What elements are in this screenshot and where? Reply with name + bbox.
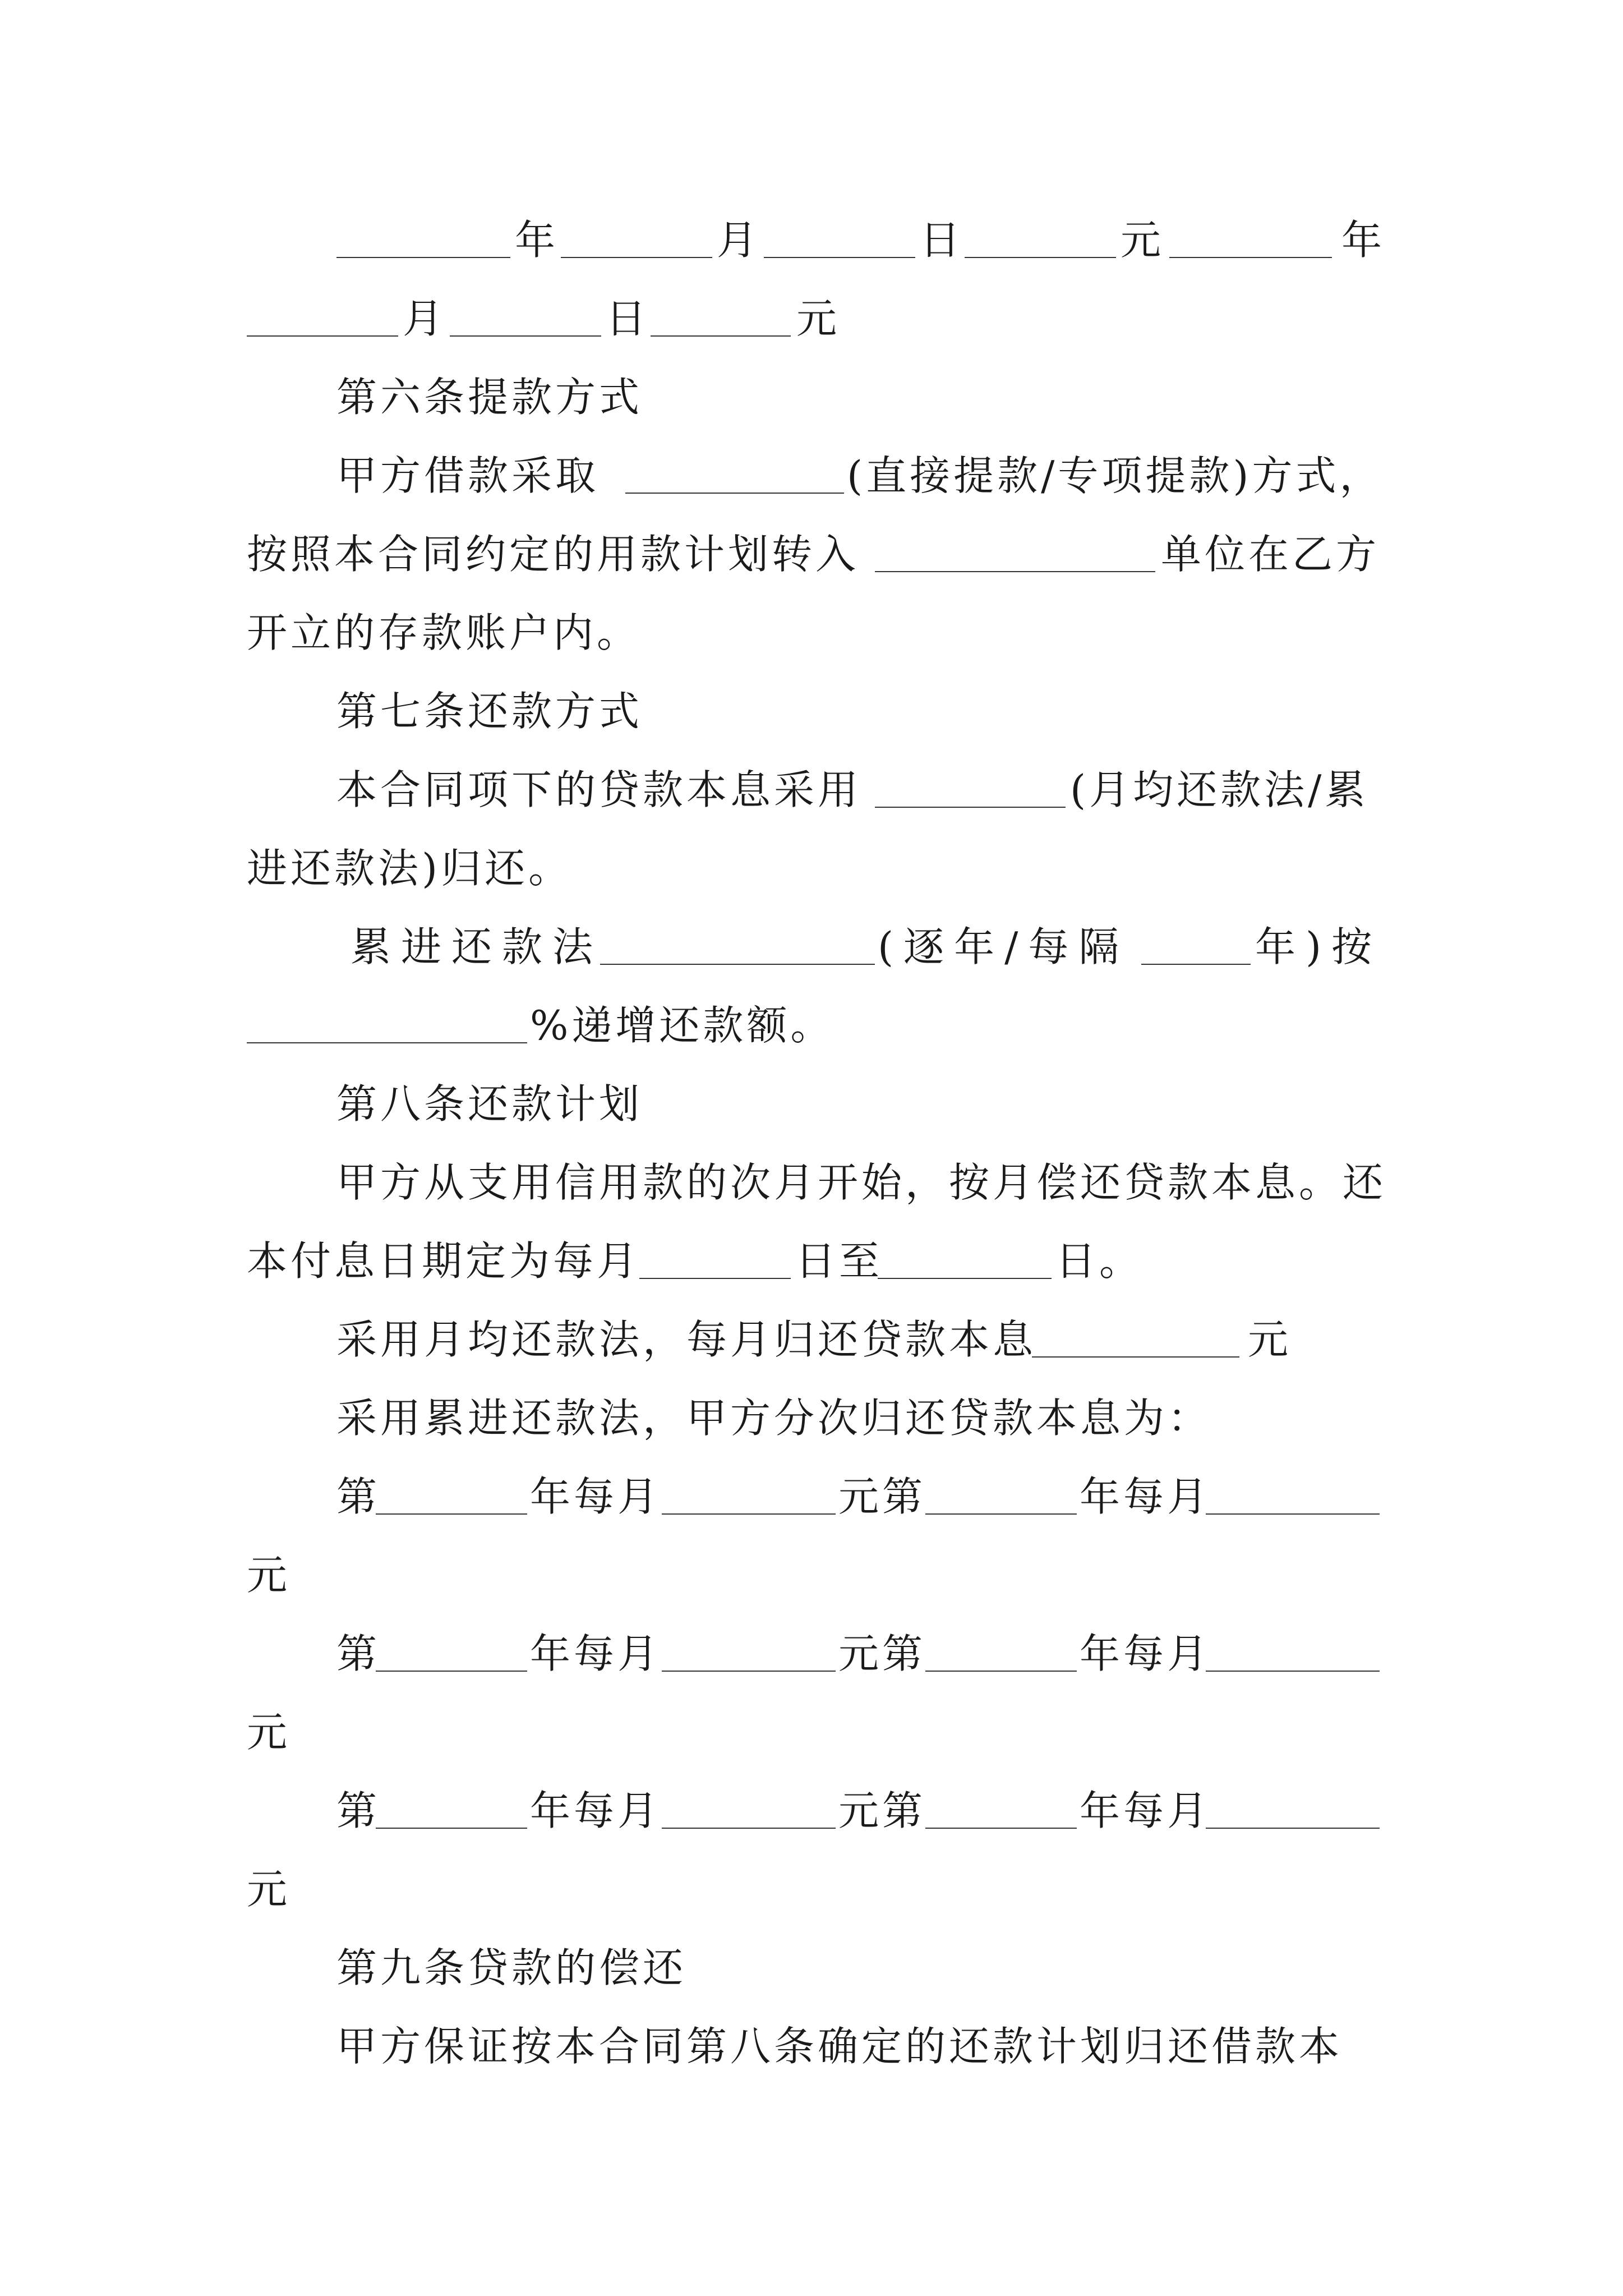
paragraph-line [0,1156,1623,1209]
paragraph-line [0,841,1623,895]
blank-field[interactable] [925,1627,1077,1672]
blank-field[interactable] [336,213,510,258]
blank-field[interactable] [1032,1313,1239,1358]
label-yuan: 元 [1121,217,1165,264]
blank-field[interactable] [662,1470,836,1515]
text-run: 日。 [1055,1237,1144,1285]
text-run: 元 [247,1709,291,1756]
text-run: (逐年/每隔 [878,923,1129,970]
text-run: (月均还款法/累 [1070,766,1369,813]
blank-field[interactable] [600,920,875,965]
paragraph-line [0,2019,1623,2073]
installment-row [0,1627,1623,1681]
blank-field[interactable] [561,213,712,258]
blank-field[interactable] [376,1627,527,1672]
text-run: 年每月 [530,1473,662,1520]
paragraph-line [0,1705,1623,1759]
blank-field[interactable] [651,292,791,337]
blank-field[interactable] [878,1234,1052,1279]
paragraph-line [0,920,1623,974]
blank-field[interactable] [247,292,398,337]
article-heading [0,1077,1623,1131]
paragraph-line [0,527,1623,581]
text-run: 甲方借款采取 [336,452,600,499]
heading-text: 第七条还款方式 [336,688,643,735]
text-run: 元第 [838,1630,926,1677]
text-run: 甲方保证按本合同第八条确定的还款计划归还借款本 [336,2023,1343,2070]
article-heading [0,370,1623,424]
text-run: 元第 [838,1787,926,1834]
paragraph-line [0,1391,1623,1445]
blank-field[interactable] [1206,1627,1380,1672]
schedule-row [0,292,1623,346]
paragraph-line [0,763,1623,817]
blank-field[interactable] [662,1784,836,1829]
text-run: 年每月 [530,1787,662,1834]
heading-text: 第八条还款计划 [336,1080,643,1128]
paragraph-line [0,606,1623,660]
schedule-row [0,213,1623,267]
paragraph-line [0,1313,1623,1366]
blank-field[interactable] [376,1784,527,1829]
article-heading [0,684,1623,738]
text-run: 第 [336,1787,381,1834]
blank-field[interactable] [925,1784,1077,1829]
text-run: 年每月 [530,1630,662,1677]
blank-field[interactable] [625,449,844,494]
blank-field[interactable] [247,999,527,1043]
text-run: 按照本合同约定的用款计划转入 [247,531,860,578]
text-run: 元 [247,1866,291,1913]
text-run: 采用月均还款法，每月归还贷款本息 [336,1316,1037,1363]
installment-row [0,1470,1623,1524]
installment-row [0,1784,1623,1838]
blank-field[interactable] [875,527,1155,572]
label-year: 年 [515,217,559,264]
text-run: 单位在乙方 [1161,531,1380,578]
text-run: 累进还款法 [351,923,603,970]
paragraph-line [0,1234,1623,1288]
paragraph-line [0,1548,1623,1602]
blank-field[interactable] [925,1470,1077,1515]
label-yuan: 元 [796,295,841,342]
text-run: 甲方从支用信用款的次月开始，按月偿还贷款本息。还 [336,1159,1387,1206]
text-run: 进还款法)归还。 [247,845,573,892]
paragraph-line [0,1862,1623,1916]
blank-field[interactable] [1206,1784,1380,1829]
text-run: 元 [1248,1316,1292,1363]
label-day: 日 [606,295,650,342]
text-run: 元 [247,1552,291,1599]
label-year: 年 [1341,217,1386,264]
blank-field[interactable] [764,213,915,258]
article-heading [0,1941,1623,1995]
blank-field[interactable] [639,1234,791,1279]
label-day: 日 [920,217,964,264]
text-run: (直接提款/专项提款)方式， [847,452,1384,499]
label-month: 月 [717,217,761,264]
paragraph-line [0,999,1623,1052]
text-run: 采用累进还款法，甲方分次归还贷款本息为： [336,1395,1212,1442]
text-run: 元第 [838,1473,926,1520]
text-run: 第 [336,1630,381,1677]
label-month: 月 [403,295,447,342]
text-run: 开立的存款账户内。 [247,609,641,656]
text-run: 年)按 [1255,923,1382,970]
text-run: 年每月 [1080,1473,1211,1520]
blank-field[interactable] [965,213,1116,258]
text-run: 年每月 [1080,1630,1211,1677]
text-run: 本合同项下的贷款本息采用 [336,766,862,813]
blank-field[interactable] [1169,213,1332,258]
paragraph-line [0,449,1623,503]
text-run: 本付息日期定为每月 [247,1237,641,1285]
heading-text: 第六条提款方式 [336,374,643,421]
blank-field[interactable] [376,1470,527,1515]
blank-field[interactable] [875,763,1066,808]
text-run: 年每月 [1080,1787,1211,1834]
heading-text: 第九条贷款的偿还 [336,1944,687,1991]
text-run: 日至 [795,1237,883,1285]
text-run: %递增还款额。 [530,1002,834,1049]
blank-field[interactable] [450,292,601,337]
blank-field[interactable] [662,1627,836,1672]
blank-field[interactable] [1206,1470,1380,1515]
blank-field[interactable] [1141,920,1251,965]
text-run: 第 [336,1473,381,1520]
